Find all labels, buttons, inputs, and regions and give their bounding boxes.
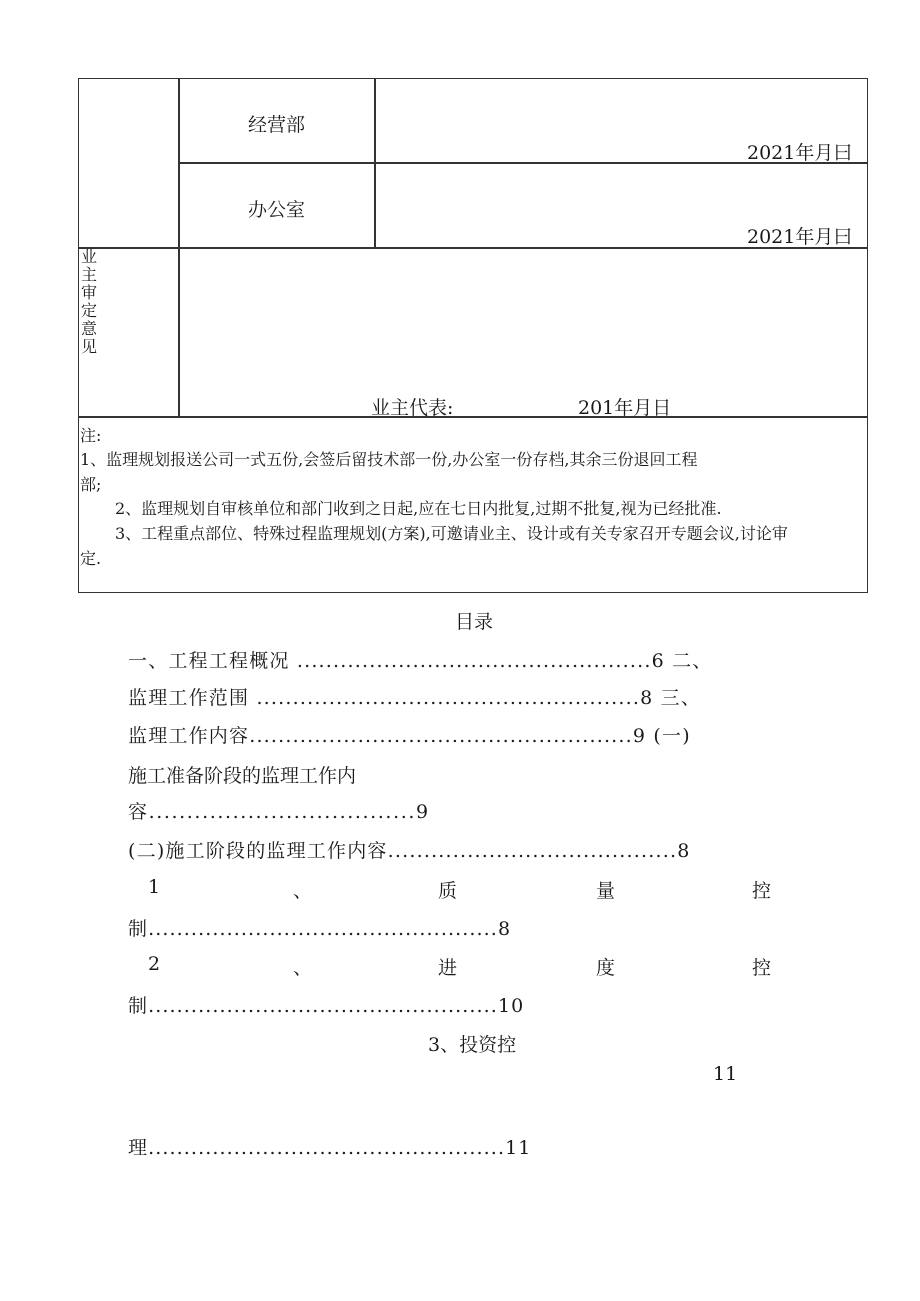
toc-line: 一、工程工程概况 .................................................6 二、 — [128, 650, 713, 672]
toc-justified-char: 1 — [148, 876, 161, 898]
dept-date-office: 2021年月曰 — [747, 226, 853, 248]
toc-line: 制.................................................10 — [128, 995, 525, 1017]
toc-line: 监理工作范围 .....................................................8 三、 — [128, 687, 702, 709]
toc-justified-char: 量 — [596, 880, 616, 902]
owner-date: 201年月日 — [578, 397, 672, 419]
toc-justified-char: 控 — [752, 880, 772, 902]
owner-label-char: 业 — [81, 247, 98, 266]
owner-label-char: 定 — [81, 301, 98, 320]
toc-justified-char: 度 — [596, 957, 616, 979]
owner-label-char: 主 — [81, 265, 98, 284]
dept-label-business: 经营部 — [248, 114, 306, 136]
dept-date-business: 2021年月曰 — [747, 142, 853, 164]
owner-label-char: 意 — [81, 319, 98, 338]
notes-title: 注: — [80, 426, 102, 445]
note-3-line1: 3、工程重点部位、特殊过程监理规划(方案),可邀请业主、设计或有关专家召开专题会议,讨论审 — [115, 524, 788, 543]
toc-justified-char: 2 — [148, 953, 161, 975]
toc-justified-char: 质 — [438, 880, 458, 902]
owner-rep-label: 业主代表: — [371, 397, 454, 419]
owner-label-char: 审 — [81, 283, 98, 302]
toc-justified-char: 控 — [752, 957, 772, 979]
note-1-line1: 1、监理规划报送公司一式五份,会签后留技术部一份,办公室一份存档,其余三份退回工程 — [80, 450, 698, 469]
table-divider — [78, 416, 868, 418]
toc-line: (二)施工阶段的监理工作内容........................................8 — [128, 840, 691, 862]
toc-title: 目录 — [455, 611, 494, 633]
owner-review-label — [81, 248, 101, 356]
toc-line: 理..................................................11 — [128, 1137, 532, 1159]
toc-justified-char: 、 — [293, 957, 313, 979]
toc-line: 监理工作内容.....................................................9 (一) — [128, 725, 691, 747]
toc-line: 制.................................................8 — [128, 918, 512, 940]
toc-page-number: 11 — [713, 1063, 738, 1085]
toc-line: 施工准备阶段的监理工作内 — [128, 765, 357, 787]
note-1-line2: 部; — [80, 475, 102, 494]
toc-justified-char: 进 — [438, 957, 458, 979]
toc-line: 容...................................9 — [128, 801, 430, 823]
toc-justified-char: 、 — [293, 880, 313, 902]
toc-line: 3、投资控 — [428, 1034, 517, 1056]
dept-label-office: 办公室 — [248, 199, 306, 221]
owner-label-char: 见 — [81, 337, 98, 356]
note-3-line2: 定. — [80, 549, 102, 568]
note-2: 2、监理规划自审核单位和部门收到之日起,应在七日内批复,过期不批复,视为已经批准. — [115, 499, 722, 518]
